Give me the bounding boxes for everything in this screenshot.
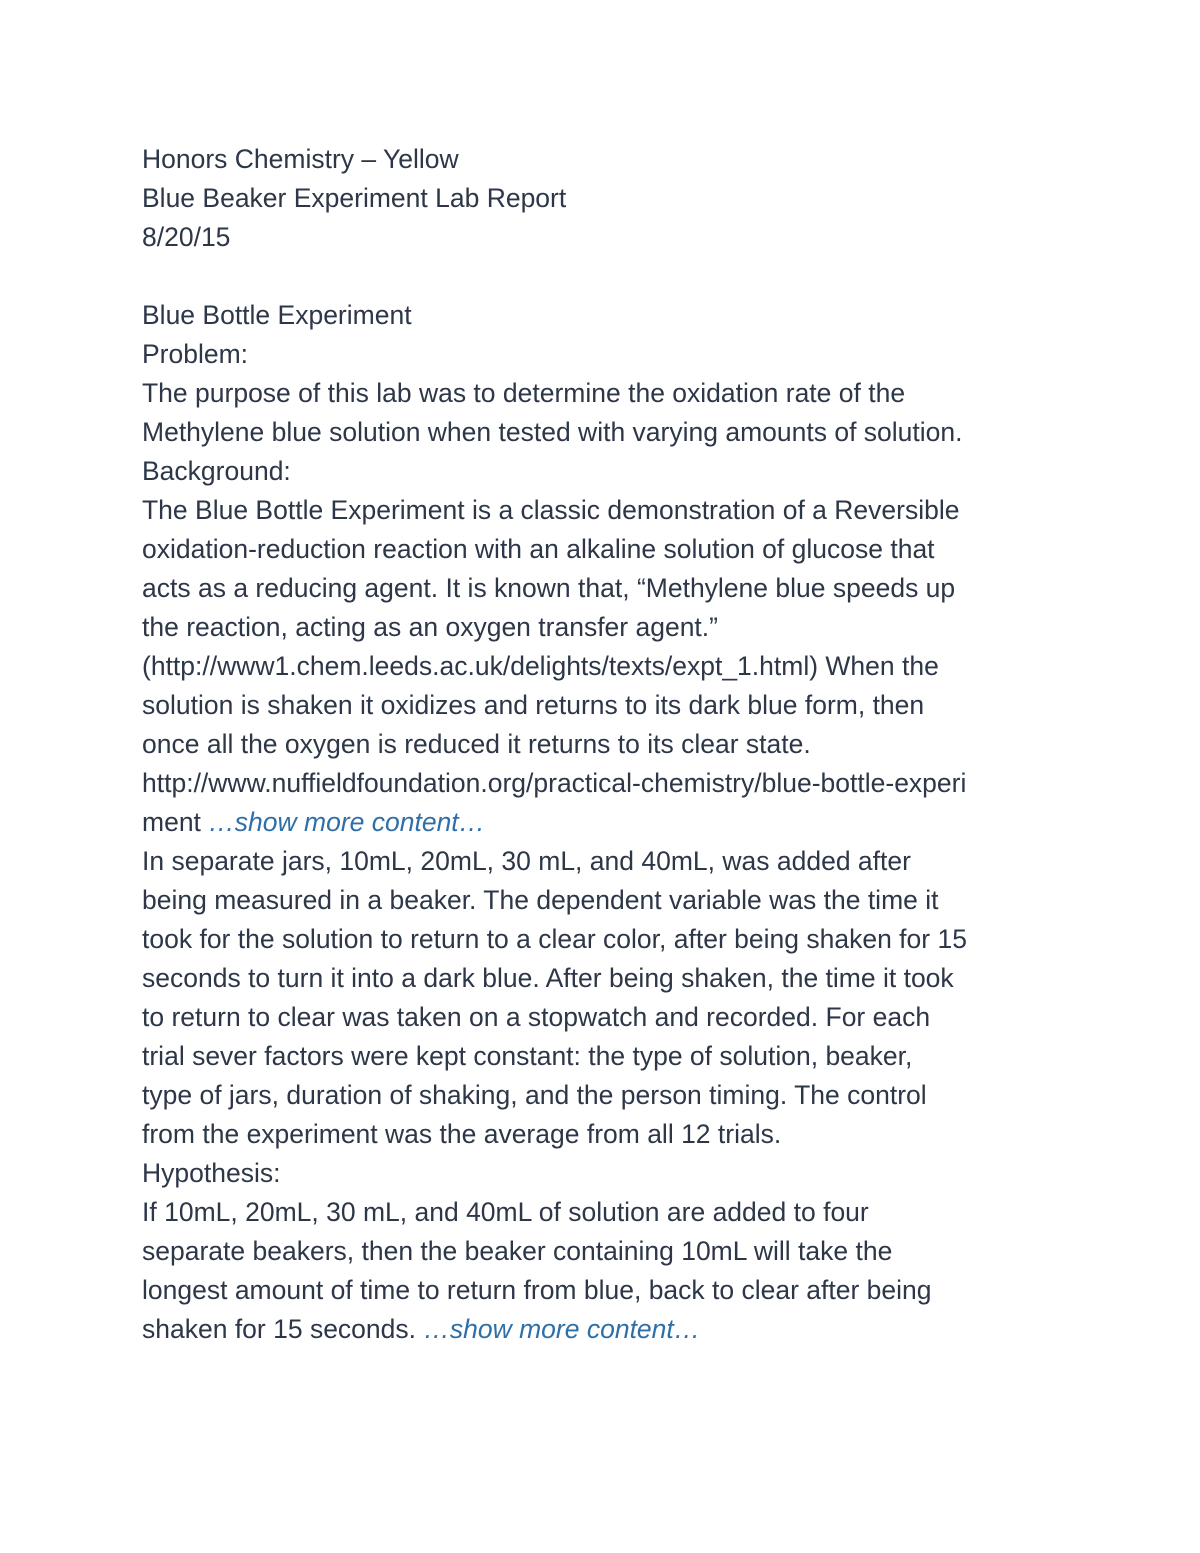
hypothesis-heading: Hypothesis: xyxy=(142,1158,281,1188)
method-line: seconds to turn it into a dark blue. After being shaken, the time it took xyxy=(142,963,954,993)
hypothesis-last-line xyxy=(142,1310,1072,1349)
hypothesis-last-text: shaken for 15 seconds. xyxy=(142,1314,424,1344)
show-more-link[interactable]: …show more content… xyxy=(423,1314,701,1344)
background-line: The Blue Bottle Experiment is a classic demonstration of a Reversible xyxy=(142,495,960,525)
course-title: Honors Chemistry – Yellow xyxy=(142,144,459,174)
report-title: Blue Beaker Experiment Lab Report xyxy=(142,183,567,213)
experiment-title: Blue Bottle Experiment xyxy=(142,300,412,330)
method-line: type of jars, duration of shaking, and the person timing. The control xyxy=(142,1080,927,1110)
document-body xyxy=(142,140,1072,1349)
hypothesis-line: longest amount of time to return from blue, back to clear after being xyxy=(142,1275,932,1305)
method-line: being measured in a beaker. The dependent variable was the time it xyxy=(142,885,939,915)
background-line: http://www.nuffieldfoundation.org/practical-chemistry/blue-bottle-experi xyxy=(142,768,967,798)
hypothesis-line: separate beakers, then the beaker containing 10mL will take the xyxy=(142,1236,893,1266)
background-line: acts as a reducing agent. It is known that, “Methylene blue speeds up xyxy=(142,573,956,603)
blank-line xyxy=(142,257,1072,296)
background-line: solution is shaken it oxidizes and returns to its dark blue form, then xyxy=(142,690,925,720)
background-last-text: ment xyxy=(142,807,209,837)
method-line: to return to clear was taken on a stopwatch and recorded. For each xyxy=(142,1002,931,1032)
method-line: In separate jars, 10mL, 20mL, 30 mL, and 40mL, was added after xyxy=(142,846,911,876)
problem-heading: Problem: xyxy=(142,339,249,369)
background-heading: Background: xyxy=(142,456,291,486)
report-date: 8/20/15 xyxy=(142,222,231,252)
method-line: trial sever factors were kept constant: the type of solution, beaker, xyxy=(142,1041,913,1071)
method-line: from the experiment was the average from all 12 trials. xyxy=(142,1119,782,1149)
background-line: once all the oxygen is reduced it returns to its clear state. xyxy=(142,729,811,759)
method-line: took for the solution to return to a clear color, after being shaken for 15 xyxy=(142,924,967,954)
show-more-link[interactable]: …show more content… xyxy=(208,807,486,837)
problem-line: Methylene blue solution when tested with varying amounts of solution. xyxy=(142,417,963,447)
problem-line: The purpose of this lab was to determine the oxidation rate of the xyxy=(142,378,906,408)
background-line: the reaction, acting as an oxygen transfer agent.” xyxy=(142,612,718,642)
background-line: (http://www1.chem.leeds.ac.uk/delights/texts/expt_1.html) When the xyxy=(142,651,939,681)
hypothesis-line: If 10mL, 20mL, 30 mL, and 40mL of solution are added to four xyxy=(142,1197,869,1227)
background-line: oxidation-reduction reaction with an alkaline solution of glucose that xyxy=(142,534,935,564)
background-last-line xyxy=(142,803,1072,842)
